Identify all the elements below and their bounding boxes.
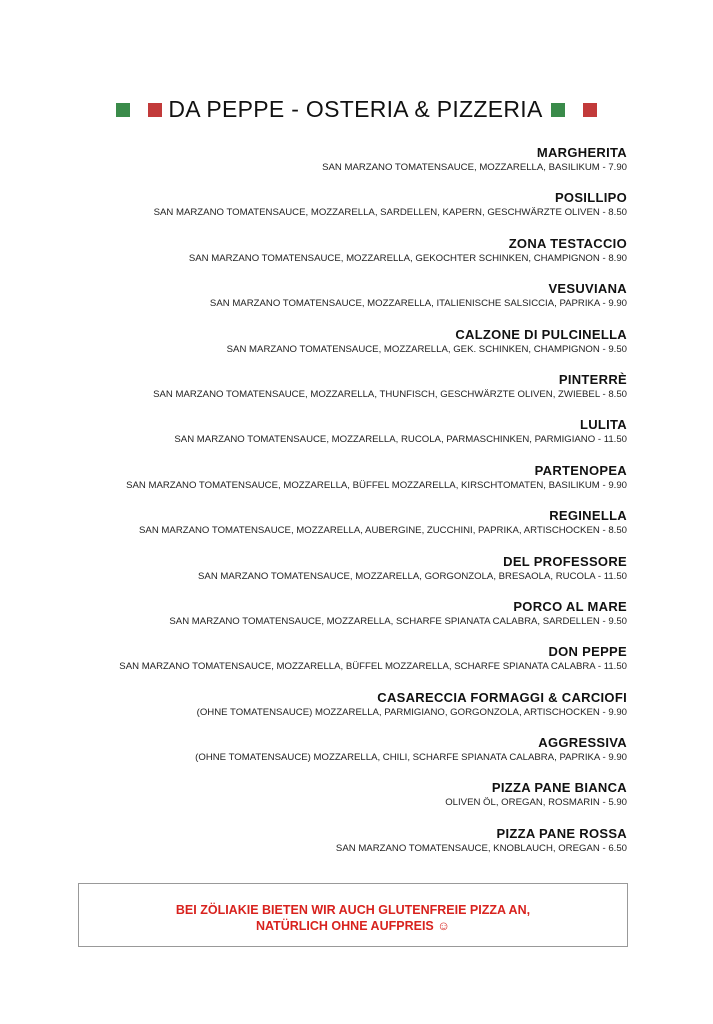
menu-item [7, 416, 627, 461]
pizza-name: LULITA [579, 417, 627, 433]
pizza-description: SAN MARZANO TOMATENSAUCE, MOZZARELLA, GORGONZOLA, BRESAOLA, RUCOLA - 11.50 [198, 570, 627, 582]
pizza-description: OLIVEN ÖL, OREGAN, ROSMARIN - 5.90 [445, 797, 627, 809]
red-square-icon [148, 103, 162, 117]
pizza-description: SAN MARZANO TOMATENSAUCE, MOZZARELLA, THUNFISCH, GESCHWÄRZTE OLIVEN, ZWIEBEL - 8.50 [153, 388, 627, 400]
pizza-name: DEL PROFESSORE [503, 553, 627, 569]
menu-item [7, 462, 627, 507]
header [0, 96, 713, 123]
pizza-description: SAN MARZANO TOMATENSAUCE, MOZZARELLA, BÜFFEL MOZZARELLA, KIRSCHTOMATEN, BASILIKUM - 9.90 [126, 479, 627, 491]
menu-item [7, 553, 627, 598]
pizza-name: PARTENOPEA [534, 462, 627, 478]
menu-item [7, 825, 627, 870]
pizza-name: VESUVIANA [548, 281, 627, 297]
pizza-name: PORCO AL MARE [513, 598, 627, 614]
pizza-description: (OHNE TOMATENSAUCE) MOZZARELLA, CHILI, SCHARFE SPIANATA CALABRA, PAPRIKA - 9.90 [195, 752, 627, 764]
pizza-name: CALZONE DI PULCINELLA [455, 326, 627, 342]
pizza-name: ZONA TESTACCIO [508, 235, 627, 251]
green-square-icon [551, 103, 565, 117]
pizza-description: SAN MARZANO TOMATENSAUCE, MOZZARELLA, SCHARFE SPIANATA CALABRA, SARDELLEN - 9.50 [169, 615, 627, 627]
menu-item [7, 144, 627, 189]
gluten-free-notice [78, 883, 628, 947]
pizza-name: REGINELLA [549, 508, 627, 524]
notice-line-2: NATÜRLICH OHNE AUFPREIS ☺ [255, 919, 450, 933]
pizza-description: SAN MARZANO TOMATENSAUCE, MOZZARELLA, SARDELLEN, KAPERN, GESCHWÄRZTE OLIVEN - 8.50 [153, 207, 627, 219]
pizza-name: POSILLIPO [554, 190, 627, 206]
menu-item [7, 507, 627, 552]
menu-item [7, 598, 627, 643]
pizza-description: SAN MARZANO TOMATENSAUCE, MOZZARELLA, AUBERGINE, ZUCCHINI, PAPRIKA, ARTISCHOCKEN - 8.50 [139, 525, 627, 537]
pizza-description: SAN MARZANO TOMATENSAUCE, MOZZARELLA, GEKOCHTER SCHINKEN, CHAMPIGNON - 8.90 [188, 252, 627, 264]
pizza-name: DON PEPPE [548, 644, 627, 660]
pizza-name: PIZZA PANE ROSSA [496, 825, 627, 841]
menu-item [7, 326, 627, 371]
pizza-name: CASARECCIA FORMAGGI & CARCIOFI [377, 689, 627, 705]
menu-item [7, 643, 627, 688]
menu-item [7, 371, 627, 416]
pizza-description: SAN MARZANO TOMATENSAUCE, MOZZARELLA, BÜFFEL MOZZARELLA, SCHARFE SPIANATA CALABRA - 11.50 [119, 661, 627, 673]
menu-item [7, 734, 627, 779]
pizza-description: SAN MARZANO TOMATENSAUCE, MOZZARELLA, GEK. SCHINKEN, CHAMPIGNON - 9.50 [226, 343, 627, 355]
red-square-icon [583, 103, 597, 117]
menu-item [7, 280, 627, 325]
pizza-menu-list [7, 144, 627, 870]
pizza-name: PIZZA PANE BIANCA [491, 780, 627, 796]
pizza-description: SAN MARZANO TOMATENSAUCE, KNOBLAUCH, OREGAN - 6.50 [335, 842, 627, 854]
pizza-description: SAN MARZANO TOMATENSAUCE, MOZZARELLA, ITALIENISCHE SALSICCIA, PAPRIKA - 9.90 [209, 298, 627, 310]
pizza-name: MARGHERITA [536, 145, 627, 160]
green-square-icon [116, 103, 130, 117]
pizza-description: SAN MARZANO TOMATENSAUCE, MOZZARELLA, BASILIKUM - 7.90 [322, 162, 627, 173]
menu-item [7, 779, 627, 824]
pizza-name: AGGRESSIVA [538, 735, 627, 751]
menu-item [7, 189, 627, 234]
pizza-description: (OHNE TOMATENSAUCE) MOZZARELLA, PARMIGIANO, GORGONZOLA, ARTISCHOCKEN - 9.90 [196, 706, 627, 718]
notice-line-1: BEI ZÖLIAKIE BIETEN WIR AUCH GLUTENFREIE PIZZA AN, [175, 903, 531, 917]
pizza-description: SAN MARZANO TOMATENSAUCE, MOZZARELLA, RUCOLA, PARMASCHINKEN, PARMIGIANO - 11.50 [174, 434, 627, 446]
page-title: DA PEPPE - OSTERIA & PIZZERIA [168, 96, 543, 122]
menu-item [7, 235, 627, 280]
menu-item [7, 689, 627, 734]
pizza-name: PINTERRÈ [558, 371, 627, 387]
